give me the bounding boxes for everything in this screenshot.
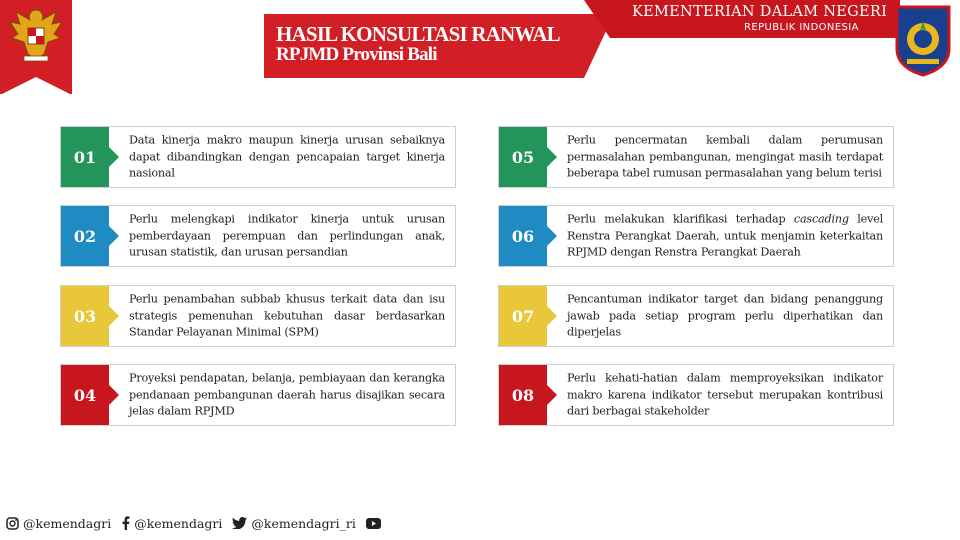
finding-number: 02 [61,206,109,266]
finding-number: 06 [499,206,547,266]
finding-card [60,285,456,347]
ministry-name: KEMENTERIAN DALAM NEGERI [632,4,888,20]
page-title: HASIL KONSULTASI RANWAL [276,22,560,46]
twitter-handle[interactable]: @kemendagri_ri [251,515,356,531]
finding-text-part: Perlu melakukan klarifikasi terhadap [567,212,794,226]
finding-card [498,285,894,347]
facebook-icon[interactable] [121,516,130,530]
ministry-subtitle: REPUBLIK INDONESIA [744,22,859,33]
kemendagri-logo-icon [893,5,953,77]
finding-card [60,364,456,426]
finding-text: Perlu melengkapi indikator kinerja untuk urusan pemberdayaan perempuan dan perlindungan anak, urusan statistik, dan urusan persandian [129,212,445,259]
youtube-icon[interactable] [366,518,381,529]
finding-text: Perlu penambahan subbab khusus terkait data dan isu strategis pemenuhan kebutuhan dasar berdasarkan Standar Pelayanan Minimal (SPM) [129,292,445,339]
finding-text-part: level Renstra Perangkat Daerah, untuk menjamin keterkaitan RPJMD dengan Renstra Perangkat Daerah [567,212,883,259]
finding-card [498,364,894,426]
twitter-icon[interactable] [232,517,247,529]
finding-card [498,126,894,188]
finding-text-italic: cascading [793,212,849,226]
finding-text: Data kinerja makro maupun kinerja urusan sebaiknya dapat dibandingkan dengan pencapaian target kinerja nasional [129,133,445,180]
finding-text: Proyeksi pendapatan, belanja, pembiayaan dan kerangka pendanaan pembangunan daerah harus disajikan secara jelas dalam RPJMD [129,371,445,418]
finding-text: Perlu kehati-hatian dalam memproyeksikan indikator makro karena indikator tersebut merupakan kontribusi dari berbagai stakeholder [567,371,883,418]
finding-number: 08 [499,365,547,425]
finding-text: Perlu pencermatan kembali dalam perumusan permasalahan pembangunan, mengingat masih terdapat beberapa tabel rumusan permasalahan yang belum terisi [567,133,883,180]
finding-number: 04 [61,365,109,425]
finding-text [567,211,883,261]
facebook-handle[interactable]: @kemendagri [134,515,223,531]
finding-text: Pencantuman indikator target dan bidang penanggung jawab pada setiap program perlu diperhatikan dan diperjelas [567,292,883,339]
finding-number: 07 [499,286,547,346]
page-subtitle: RPJMD Provinsi Bali [276,44,437,65]
instagram-handle[interactable]: @kemendagri [23,515,112,531]
garuda-emblem-icon [6,4,66,66]
finding-number: 05 [499,127,547,187]
finding-card [60,126,456,188]
social-footer [6,514,385,532]
instagram-icon[interactable] [6,517,19,530]
finding-number: 01 [61,127,109,187]
finding-card [60,205,456,267]
finding-card [498,205,894,267]
emblem-banner [0,0,72,94]
finding-number: 03 [61,286,109,346]
